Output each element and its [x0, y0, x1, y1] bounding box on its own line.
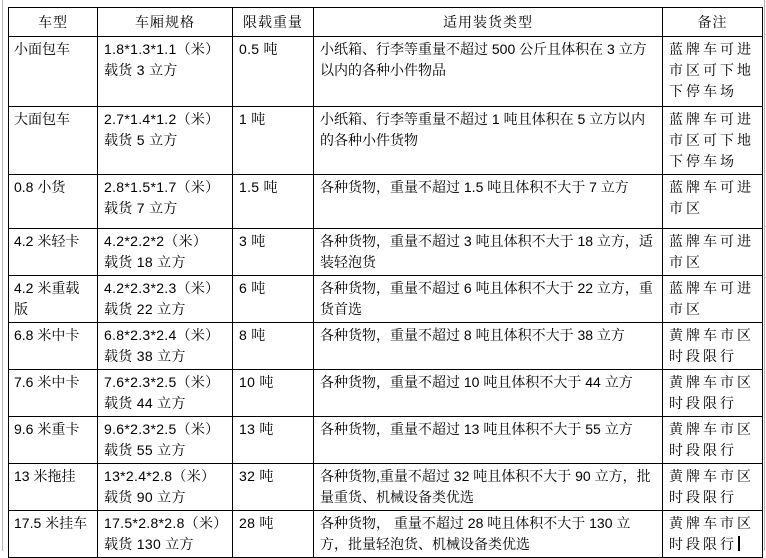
table-row	[9, 370, 763, 417]
cell-remark[interactable]: 黄牌车市区时段限行	[663, 323, 763, 370]
table-row	[9, 464, 763, 511]
cell-vehicle-type[interactable]: 7.6 米中卡	[9, 370, 98, 417]
table-row	[9, 323, 763, 370]
cell-box-spec[interactable]	[98, 37, 233, 107]
cell-remark[interactable]: 蓝牌车可进市区	[663, 175, 763, 229]
table-row	[9, 417, 763, 464]
cell-load-limit[interactable]: 13 吨	[233, 417, 314, 464]
cell-box-spec[interactable]	[98, 107, 233, 175]
spec-dimensions: 4.2*2.2*2（米）	[104, 233, 208, 249]
right-margin-guide	[764, 0, 765, 551]
cell-vehicle-type[interactable]: 0.8 小货	[9, 175, 98, 229]
cell-cargo-types[interactable]: 各种货物，重量不超过 1.5 吨且体积不大于 7 立方	[314, 175, 663, 229]
spec-load-volume: 载货 44 立方	[104, 395, 186, 411]
spec-dimensions: 2.8*1.5*1.7（米）	[104, 179, 220, 195]
header-row	[9, 8, 763, 37]
header-vehicle-type[interactable]: 车型	[9, 8, 98, 37]
cell-remark[interactable]: 蓝牌车可进市区可下地下停车场	[663, 107, 763, 175]
spec-dimensions: 13*2.4*2.8（米）	[104, 468, 216, 484]
cell-box-spec[interactable]	[98, 511, 233, 558]
cell-load-limit[interactable]: 6 吨	[233, 276, 314, 323]
cell-load-limit[interactable]: 10 吨	[233, 370, 314, 417]
cell-load-limit[interactable]: 28 吨	[233, 511, 314, 558]
cell-cargo-types[interactable]: 各种货物，重量不超过 8 吨且体积不大于 38 立方	[314, 323, 663, 370]
cell-remark[interactable]	[663, 511, 763, 558]
cell-vehicle-type[interactable]: 17.5 米挂车	[9, 511, 98, 558]
spec-load-volume: 载货 55 立方	[104, 442, 186, 458]
cell-vehicle-type[interactable]: 13 米拖挂	[9, 464, 98, 511]
table-row	[9, 229, 763, 276]
cell-box-spec[interactable]	[98, 276, 233, 323]
table-row	[9, 276, 763, 323]
cell-cargo-types[interactable]: 各种货物， 重量不超过 28 吨且体积不大于 130 立方，批量轻泡货、机械设备类优选	[314, 511, 663, 558]
cell-cargo-types[interactable]: 小纸箱、行李等重量不超过 500 公斤且体积在 3 立方以内的各种小件物品	[314, 37, 663, 107]
cell-remark[interactable]: 蓝牌车可进市区	[663, 276, 763, 323]
header-load-limit[interactable]: 限载重量	[233, 8, 314, 37]
spec-load-volume: 载货 3 立方	[104, 62, 178, 78]
cell-load-limit[interactable]: 8 吨	[233, 323, 314, 370]
cell-cargo-types[interactable]: 小纸箱、行李等重量不超过 1 吨且体积在 5 立方以内的各种小件货物	[314, 107, 663, 175]
left-margin-guide	[2, 0, 3, 551]
cell-remark[interactable]: 黄牌车市区时段限行	[663, 464, 763, 511]
cell-box-spec[interactable]	[98, 464, 233, 511]
cell-vehicle-type[interactable]: 4.2 米重载版	[9, 276, 98, 323]
cell-load-limit[interactable]: 1.5 吨	[233, 175, 314, 229]
cell-box-spec[interactable]	[98, 370, 233, 417]
cell-load-limit[interactable]: 0.5 吨	[233, 37, 314, 107]
spec-load-volume: 载货 38 立方	[104, 348, 186, 364]
spec-dimensions: 2.7*1.4*1.2（米）	[104, 111, 220, 127]
table-row	[9, 107, 763, 175]
spec-load-volume: 载货 5 立方	[104, 132, 178, 148]
cell-cargo-types[interactable]: 各种货物，重量不超过 10 吨且体积不大于 44 立方	[314, 370, 663, 417]
header-cargo-types[interactable]: 适用装货类型	[314, 8, 663, 37]
spec-dimensions: 6.8*2.3*2.4（米）	[104, 327, 220, 343]
vehicle-specs-table	[8, 7, 763, 558]
cell-vehicle-type[interactable]: 大面包车	[9, 107, 98, 175]
spec-load-volume: 载货 22 立方	[104, 301, 186, 317]
cell-cargo-types[interactable]: 各种货物，重量不超过 3 吨且体积不大于 18 立方，适装轻泡货	[314, 229, 663, 276]
spec-dimensions: 1.8*1.3*1.1（米）	[104, 41, 220, 57]
cell-cargo-types[interactable]: 各种货物，重量不超过 6 吨且体积不大于 22 立方，重货首选	[314, 276, 663, 323]
cell-remark[interactable]: 蓝牌车可进市区	[663, 229, 763, 276]
cell-cargo-types[interactable]: 各种货物，重量不超过 13 吨且体积不大于 55 立方	[314, 417, 663, 464]
spec-load-volume: 载货 18 立方	[104, 254, 186, 270]
spec-dimensions: 7.6*2.3*2.5（米）	[104, 374, 220, 390]
spec-load-volume: 载货 7 立方	[104, 200, 178, 216]
spec-load-volume: 载货 90 立方	[104, 489, 186, 505]
header-box-spec[interactable]: 车厢规格	[98, 8, 233, 37]
header-remark[interactable]: 备注	[663, 8, 763, 37]
cell-remark[interactable]: 蓝牌车可进市区可下地下停车场	[663, 37, 763, 107]
table-row	[9, 175, 763, 229]
spec-load-volume: 载货 130 立方	[104, 536, 194, 552]
cell-vehicle-type[interactable]: 9.6 米重卡	[9, 417, 98, 464]
cell-vehicle-type[interactable]: 6.8 米中卡	[9, 323, 98, 370]
cell-load-limit[interactable]: 1 吨	[233, 107, 314, 175]
cell-box-spec[interactable]	[98, 323, 233, 370]
cell-box-spec[interactable]	[98, 417, 233, 464]
cell-box-spec[interactable]	[98, 175, 233, 229]
spec-dimensions: 17.5*2.8*2.8（米）	[104, 515, 228, 531]
cell-load-limit[interactable]: 32 吨	[233, 464, 314, 511]
cell-load-limit[interactable]: 3 吨	[233, 229, 314, 276]
cell-vehicle-type[interactable]: 小面包车	[9, 37, 98, 107]
cell-vehicle-type[interactable]: 4.2 米轻卡	[9, 229, 98, 276]
remark-text: 黄牌车市区时段限行	[669, 515, 754, 552]
cell-remark[interactable]: 黄牌车市区时段限行	[663, 370, 763, 417]
text-cursor	[738, 536, 740, 551]
spec-dimensions: 9.6*2.3*2.5（米）	[104, 421, 220, 437]
cell-cargo-types[interactable]: 各种货物,重量不超过 32 吨且体积不大于 90 立方，批量重货、机械设备类优选	[314, 464, 663, 511]
cell-box-spec[interactable]	[98, 229, 233, 276]
spec-dimensions: 4.2*2.3*2.3（米）	[104, 280, 220, 296]
table-row	[9, 511, 763, 558]
cell-remark[interactable]: 黄牌车市区时段限行	[663, 417, 763, 464]
table-row	[9, 37, 763, 107]
